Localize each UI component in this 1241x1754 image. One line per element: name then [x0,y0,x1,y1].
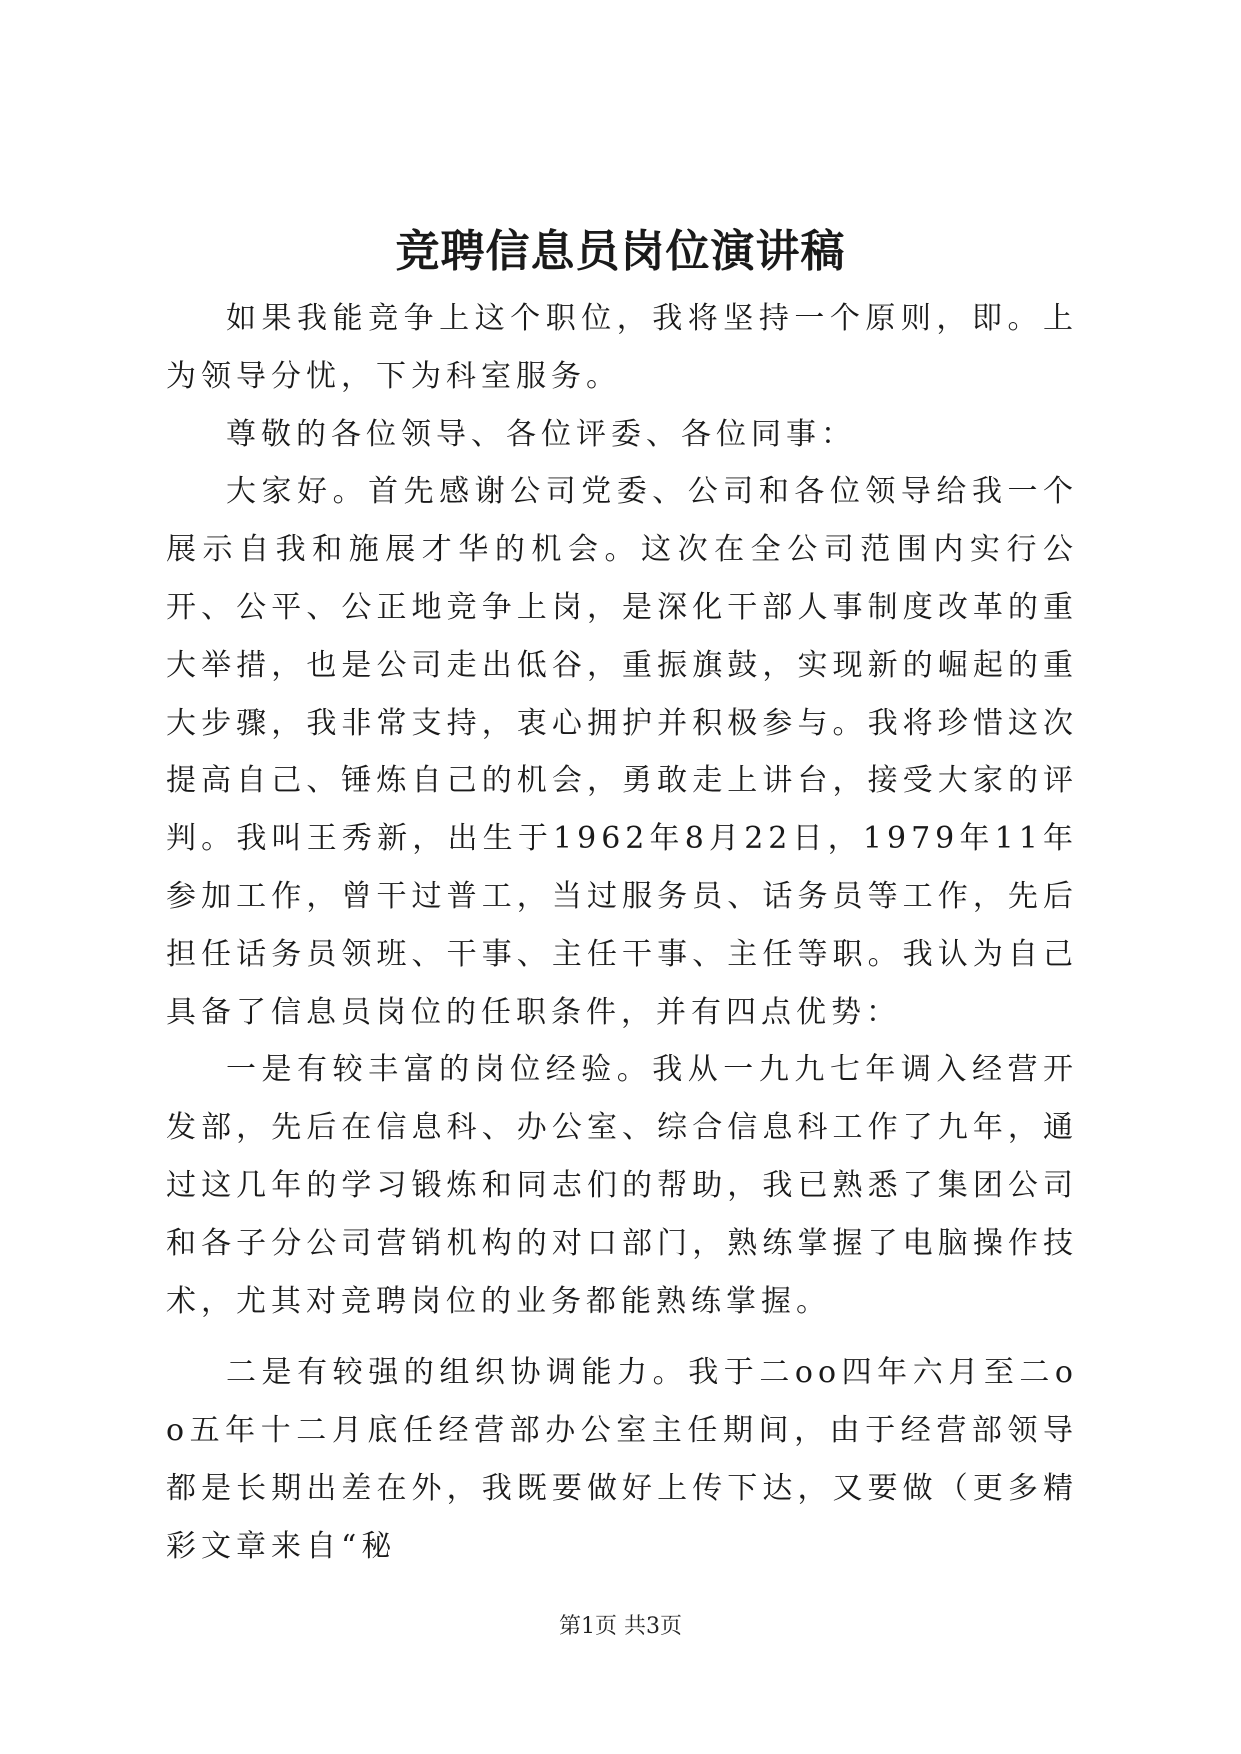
paragraph-self-introduction: 大家好。首先感谢公司党委、公司和各位领导给我一个展示自我和施展才华的机会。这次在全公司范围内实行公开、公平、公正地竞争上岗，是深化干部人事制度改革的重大举措，也是公司走出低谷，重振旗鼓，实现新的崛起的重大步骤，我非常支持，衷心拥护并积极参与。我将珍惜这次提高自己、锤炼自己的机会，勇敢走上讲台，接受大家的评判。我叫王秀新，出生于1962年8月22日，1979年11年参加工作，曾干过普工，当过服务员、话务员等工作，先后担任话务员领班、干事、主任干事、主任等职。我认为自己具备了信息员岗位的任职条件，并有四点优势： [166,474,1078,1030]
page-number-footer: 第1页 共3页 [559,1614,682,1639]
document-body [166,290,1078,1576]
document-title: 竞聘信息员岗位演讲稿 [395,226,846,277]
paragraph-advantage-one: 一是有较丰富的岗位经验。我从一九九七年调入经营开发部，先后在信息科、办公室、综合信息科工作了九年，通过这几年的学习锻炼和同志们的帮助，我已熟悉了集团公司和各子分公司营销机构的对口部门，熟练掌握了电脑操作技术，尤其对竞聘岗位的业务都能熟练掌握。 [166,1052,1078,1319]
paragraph-intro: 如果我能竞争上这个职位，我将坚持一个原则，即。上为领导分忧，下为科室服务。 [166,301,1078,394]
paragraph-salutation: 尊敬的各位领导、各位评委、各位同事： [226,416,856,452]
paragraph-advantage-two: 二是有较强的组织协调能力。我于二oo四年六月至二oo五年十二月底任经营部办公室主任期间，由于经营部领导都是长期出差在外，我既要做好上传下达，又要做（更多精彩文章来自“秘 [166,1355,1078,1564]
